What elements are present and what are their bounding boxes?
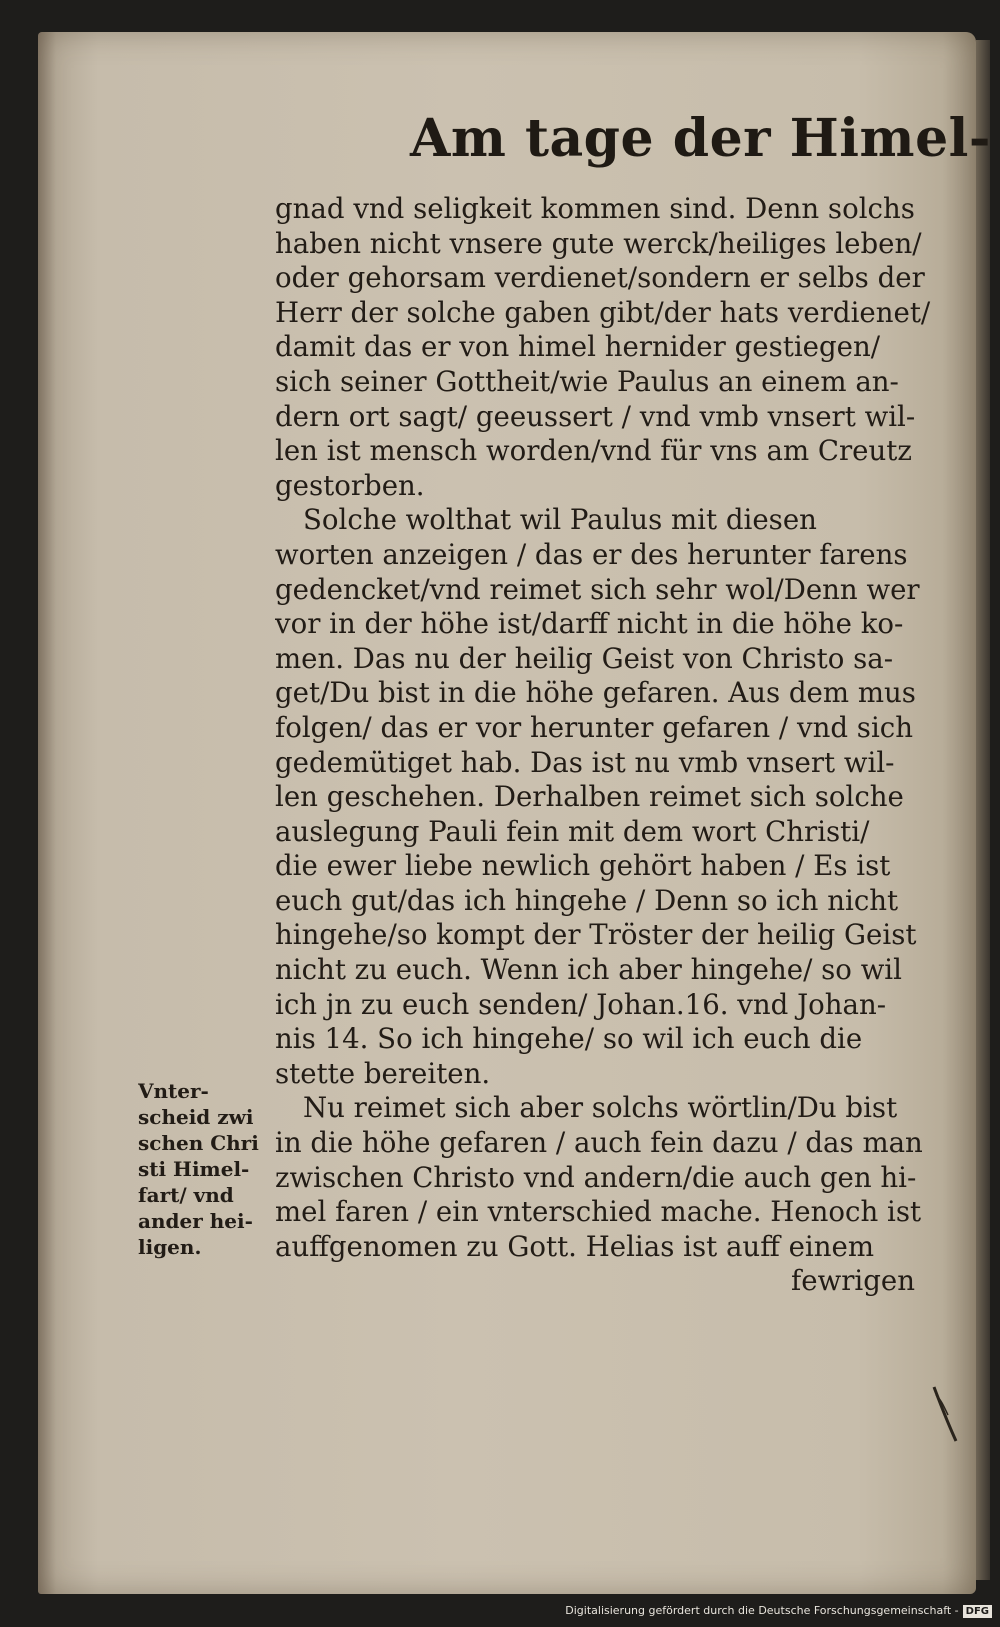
text-line: hingehe/so kompt der Tröster der heilig Geist: [275, 918, 917, 952]
text-line: Nu reimet sich aber solchs wörtlin/Du bist: [303, 1091, 898, 1125]
marginal-note-line: Vnter-: [138, 1079, 209, 1103]
marginal-note-line: ander hei-: [138, 1209, 253, 1233]
text-line: worten anzeigen / das er des herunter farens: [275, 537, 908, 571]
text-line: nis 14. So ich hingehe/ so wil ich euch die: [275, 1022, 863, 1056]
text-line: in die höhe gefaren / auch fein dazu / das man: [275, 1126, 923, 1160]
text-line: auslegung Pauli fein mit dem wort Christi/: [275, 814, 870, 848]
text-line: Solche wolthat wil Paulus mit diesen: [303, 503, 817, 537]
dfg-logo: DFG: [963, 1605, 992, 1618]
text-line: oder gehorsam verdienet/sondern er selbs der: [275, 261, 925, 295]
running-header: Am tage der Himel-: [410, 108, 991, 169]
text-line: gedencket/vnd reimet sich sehr wol/Denn wer: [275, 572, 920, 606]
marginal-note-line: scheid zwi: [138, 1105, 254, 1129]
marginal-note-line: ligen.: [138, 1235, 202, 1259]
text-line: get/Du bist in die höhe gefaren. Aus dem mus: [275, 676, 916, 710]
text-line: zwischen Christo vnd andern/die auch gen hi-: [275, 1160, 917, 1194]
page-edge: [976, 40, 990, 1580]
text-line: Herr der solche gaben gibt/der hats verdienet/: [275, 295, 931, 329]
text-line: fewrigen: [791, 1264, 915, 1298]
text-line: euch gut/das ich hingehe / Denn so ich nicht: [275, 883, 899, 917]
text-line: vor in der höhe ist/darff nicht in die höhe ko-: [275, 607, 904, 641]
marginal-note-line: fart/ vnd: [138, 1183, 234, 1207]
ink-mark-icon: [930, 1385, 960, 1445]
footer-credit: Digitalisierung gefördert durch die Deutsche Forschungsgemeinschaft -: [565, 1604, 959, 1617]
digitization-footer: [565, 1604, 992, 1618]
text-line: men. Das nu der heilig Geist von Christo sa-: [275, 641, 894, 675]
marginal-note-line: schen Chri: [138, 1131, 259, 1155]
text-line: die ewer liebe newlich gehört haben / Es ist: [275, 849, 891, 883]
text-line: mel faren / ein vnterschied mache. Henoch ist: [275, 1195, 922, 1229]
marginal-note: [138, 1078, 263, 1260]
text-line: stette bereiten.: [275, 1056, 491, 1090]
text-line: len ist mensch worden/vnd für vns am Creutz: [275, 434, 912, 468]
text-line: nicht zu euch. Wenn ich aber hingehe/ so wil: [275, 953, 902, 987]
text-line: folgen/ das er vor herunter gefaren / vnd sich: [275, 710, 913, 744]
main-text-block: [275, 192, 960, 1299]
text-line: dern ort sagt/ geeussert / vnd vmb vnsert wil-: [275, 399, 916, 433]
text-line: sich seiner Gottheit/wie Paulus an einem an-: [275, 364, 899, 398]
text-line: damit das er von himel hernider gestiegen/: [275, 330, 881, 364]
text-line: gnad vnd seligkeit kommen sind. Denn solchs: [275, 192, 915, 225]
text-line: gedemütiget hab. Das ist nu vmb vnsert wil-: [275, 745, 895, 779]
text-line: len geschehen. Derhalben reimet sich solche: [275, 780, 904, 814]
text-line: haben nicht vnsere gute werck/heiliges leben/: [275, 226, 922, 260]
marginal-note-line: sti Himel-: [138, 1157, 250, 1181]
text-line: ich jn zu euch senden/ Johan.16. vnd Johan-: [275, 987, 887, 1021]
text-line: gestorben.: [275, 468, 425, 502]
text-line: auffgenomen zu Gott. Helias ist auff einem: [275, 1229, 874, 1263]
